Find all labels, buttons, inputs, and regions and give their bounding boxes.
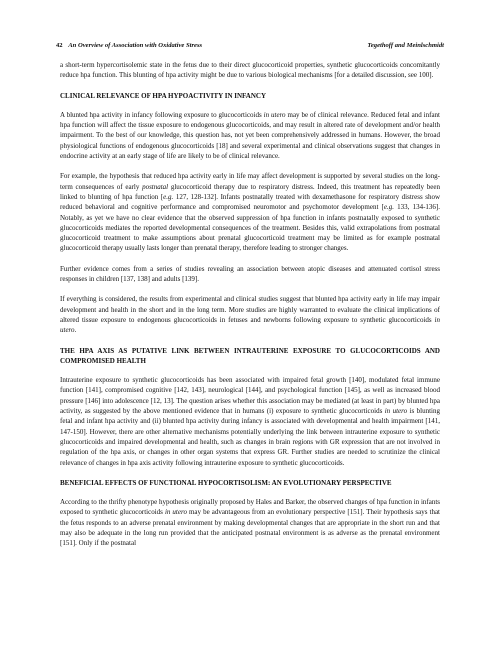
article-body xyxy=(60,60,440,559)
paragraph-continued: a short-term hypercortisolemic state in the fetus due to their direct glucocorticoid properties, synthetic glucocorticoids concomitantly reduce hpa function. This blunting of hpa activity might be due to various biological mechanisms [for a detailed discussion, see 100]. xyxy=(60,61,440,80)
section-heading-putative-link: THE HPA AXIS AS PUTATIVE LINK BETWEEN INTRAUTERINE EXPOSURE TO GLUCOCORTICOIDS AND COMPROMISED HEALTH xyxy=(60,346,440,365)
paragraph-thrifty-phenotype: According to the thrifty phenotype hypothesis originally proposed by Hales and Barker, the observed changes of hpa function in infants exposed to synthetic glucocorticoids in utero may be advantageous from an evolutionary perspective [151]. Their hypothesis says that the fetus responds to an adverse prenatal environment by making developmental changes that are appropriate in the short run and that may also be adequate in the long run provided that the anticipated postnatal environment is as adverse as the prenatal environment [151]. Only if the postnatal xyxy=(60,498,441,548)
running-header xyxy=(56,42,444,49)
header-left xyxy=(56,42,202,49)
section-heading-clinical-relevance: CLINICAL RELEVANCE OF HPA HYPOACTIVITY IN INFANCY xyxy=(60,91,267,100)
author-names: Tegethoff and Meinlschmidt xyxy=(367,42,444,49)
journal-title: An Overview of Association with Oxidative Stress xyxy=(68,42,203,49)
paragraph-blunted-hpa: A blunted hpa activity in infancy following exposure to glucocorticoids in utero may be of clinical relevance. Reduced fetal and infant hpa function will affect the tissue exposure to endogenous glucocorticoids, and may result in altered rate of development and/or health impairment. To the best of our knowledge, this question has, not yet been comprehensively addressed in humans. However, the broad physiological functions of endogenous glucocorticoids [18] and several experimental and clinical observations suggest that changes in endocrine activity at an early stage of life are likely to be of clinical relevance. xyxy=(60,110,440,161)
paragraph-atopic-diseases: Further evidence comes from a series of studies revealing an association between atopic diseases and attenuated cortisol stress responses in children [137, 138] and adults [139]. xyxy=(60,264,440,284)
paragraph-intrauterine-exposure: Intrauterine exposure to synthetic glucocorticoids has been associated with impaired fetal growth [140], modulated fetal immune function [141], compromised cognitive [142, 143], neurological [144], and psychological function [145], as well as increased blood pressure [146] into adolescence [12, 13]. The question arises whether this association may be mediated (at least in part) by blunted hpa activity, as suggested by the above mentioned evidence that in humans (i) exposure to synthetic glucocorticoids in utero is blunting fetal and infant hpa activity and (ii) blunted hpa activity during infancy is associated with developmental and health impairment [141, 147-150]. However, there are other alternative mechanisms potentially underlying the link between intrauterine exposure to synthetic glucocorticoids and impaired developmental and health, such as changes in brain regions with GR expression that are not involved in regulation of the hpa axis, or changes in other organ systems that express GR. Further studies are needed to scrutinize the clinical relevance of changes in hpa axis activity following intrauterine exposure to synthetic glucocorticoids. xyxy=(60,376,440,467)
section-heading-evolutionary-perspective: BENEFICIAL EFFECTS OF FUNCTIONAL HYPOCORTISOLISM: AN EVOLUTIONARY PERSPECTIVE xyxy=(60,478,392,487)
paragraph-summary: If everything is considered, the results from experimental and clinical studies suggest that blunted hpa activity early in life may impair development and health in the short and in the long term. More studies are highly warranted to evaluate the clinical implications of altered tissue exposure to endogenous glucocorticoids in fetuses and newborns following exposure to synthetic glucocorticoids in utero. xyxy=(60,295,440,335)
page-number: 42 xyxy=(56,42,63,49)
paragraph-postnatal-therapy: For example, the hypothesis that reduced hpa activity early in life may affect development is supported by several studies on the long-term consequences of early postnatal glucocorticoid therapy due to respiratory distress. Indeed, this treatment has repeatedly been linked to blunting of hpa function [e.g. 127, 128-132]. Infants postnatally treated with dexamethasone for respiratory distress show reduced behavioral and cognitive performance and compromised neuromotor and psychomotor development [e.g. 133, 134-136]. Notably, as yet we have no clear evidence that the observed suppression of hpa function in infants postnatally exposed to synthetic glucocorticoids mediates the reported developmental consequences of the treatment. Besides this, valid extrapolations from postnatal glucocorticoid treatment to make assumptions about prenatal glucocorticoid treatment may be limited as for example postnatal glucocorticoid therapy usually lasts longer than prenatal therapy, therefore leading to stronger changes. xyxy=(60,172,440,253)
